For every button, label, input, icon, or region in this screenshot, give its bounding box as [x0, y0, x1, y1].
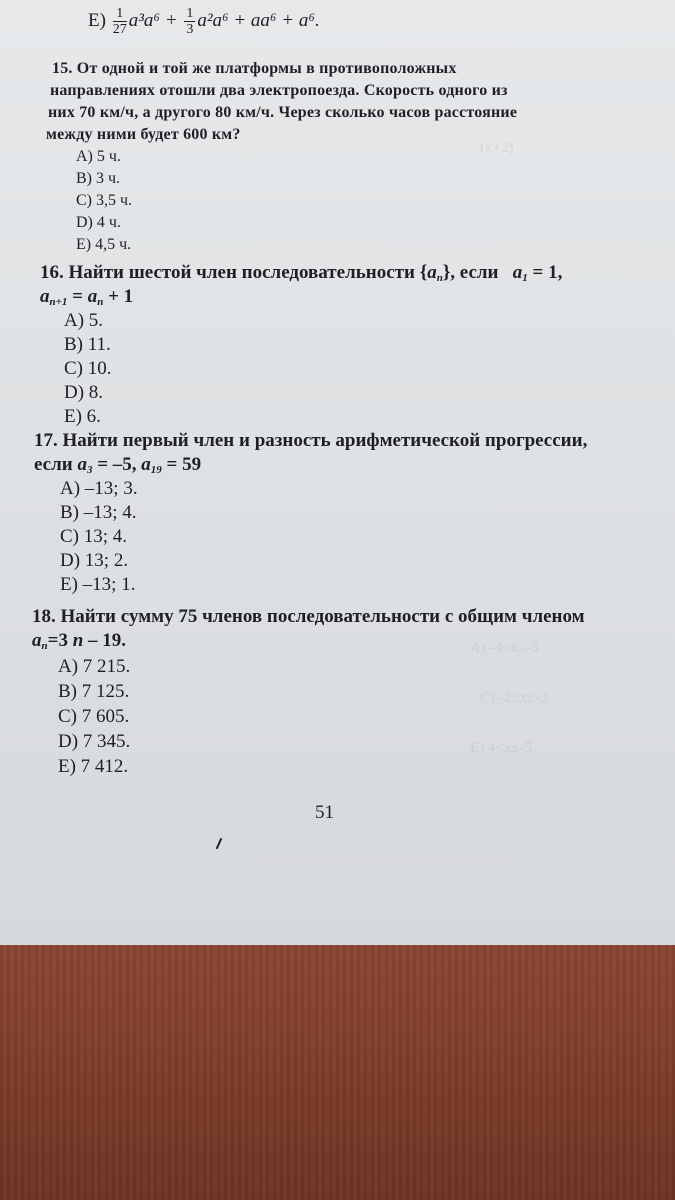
q15-stem-line-1: 15. От одной и той же платформы в противоположных: [52, 60, 457, 77]
bleed-through-text: C) -2≤x≤-3: [480, 690, 548, 706]
q16-option-d: D) 8.: [64, 382, 104, 403]
q18-option-c: C) 7 605.: [58, 706, 130, 727]
bleed-through-text: (x+2): [480, 140, 514, 156]
q15-option-b: B) 3 ч.: [76, 170, 121, 187]
pen-mark: [214, 838, 224, 850]
q18-option-e: E) 7 412.: [58, 756, 129, 777]
q15-option-c: C) 3,5 ч.: [76, 192, 133, 209]
bleed-through-text: E) 4<x≤-5: [470, 740, 533, 756]
q18-formula: $a_n=3$ n – 19.: [32, 630, 127, 652]
q17-option-a: A) –13; 3.: [60, 478, 138, 499]
q15-option-a: A) 5 ч.: [76, 148, 121, 165]
q18-stem-line-1: 18. Найти сумму 75 членов последовательности с общим членом: [32, 606, 585, 627]
q17-option-c: C) 13; 4.: [60, 526, 128, 547]
q15-stem-line-4: между ними будет 600 км?: [46, 126, 241, 143]
wooden-table-surface: [0, 945, 675, 1200]
q16-stem-line-1: 16. Найти шестой член последовательности $\{a_n\}$, если $a_1 = 1$,: [40, 262, 563, 284]
q17-option-d: D) 13; 2.: [60, 550, 129, 571]
q18-option-d: D) 7 345.: [58, 731, 131, 752]
q16-option-b: B) 11.: [64, 334, 111, 355]
q16-option-a: A) 5.: [64, 310, 104, 331]
q17-option-b: B) –13; 4.: [60, 502, 137, 523]
q17-option-e: E) –13; 1.: [60, 574, 136, 595]
q18-option-a: A) 7 215.: [58, 656, 131, 677]
q16-recurrence: $a_{n+1} = a_n + 1$: [40, 286, 134, 308]
q15-stem-line-3: них 70 км/ч, а другого 80 км/ч. Через сколько часов расстояние: [48, 104, 518, 121]
q17-stem-line-2: если $a_3 = -5$, $a_{19} = 59$: [34, 454, 202, 476]
q14-option-e: E) $\frac{1}{27}$ a³a⁶ + $\frac{1}{3}$ a²a⁶ + aa⁶ + a⁶.: [88, 6, 320, 37]
q15-option-e: E) 4,5 ч.: [76, 236, 132, 253]
q17-stem-line-1: 17. Найти первый член и разность арифметической прогрессии,: [34, 430, 588, 451]
bleed-through-text: A) -4<x≤-5: [470, 640, 539, 656]
q18-option-b: B) 7 125.: [58, 681, 130, 702]
q15-option-d: D) 4 ч.: [76, 214, 121, 231]
page-number: 51: [315, 802, 334, 823]
q15-stem-line-2: направлениях отошли два электропоезда. Скорость одного из: [50, 82, 508, 99]
q16-option-e: E) 6.: [64, 406, 101, 427]
q16-option-c: C) 10.: [64, 358, 112, 379]
